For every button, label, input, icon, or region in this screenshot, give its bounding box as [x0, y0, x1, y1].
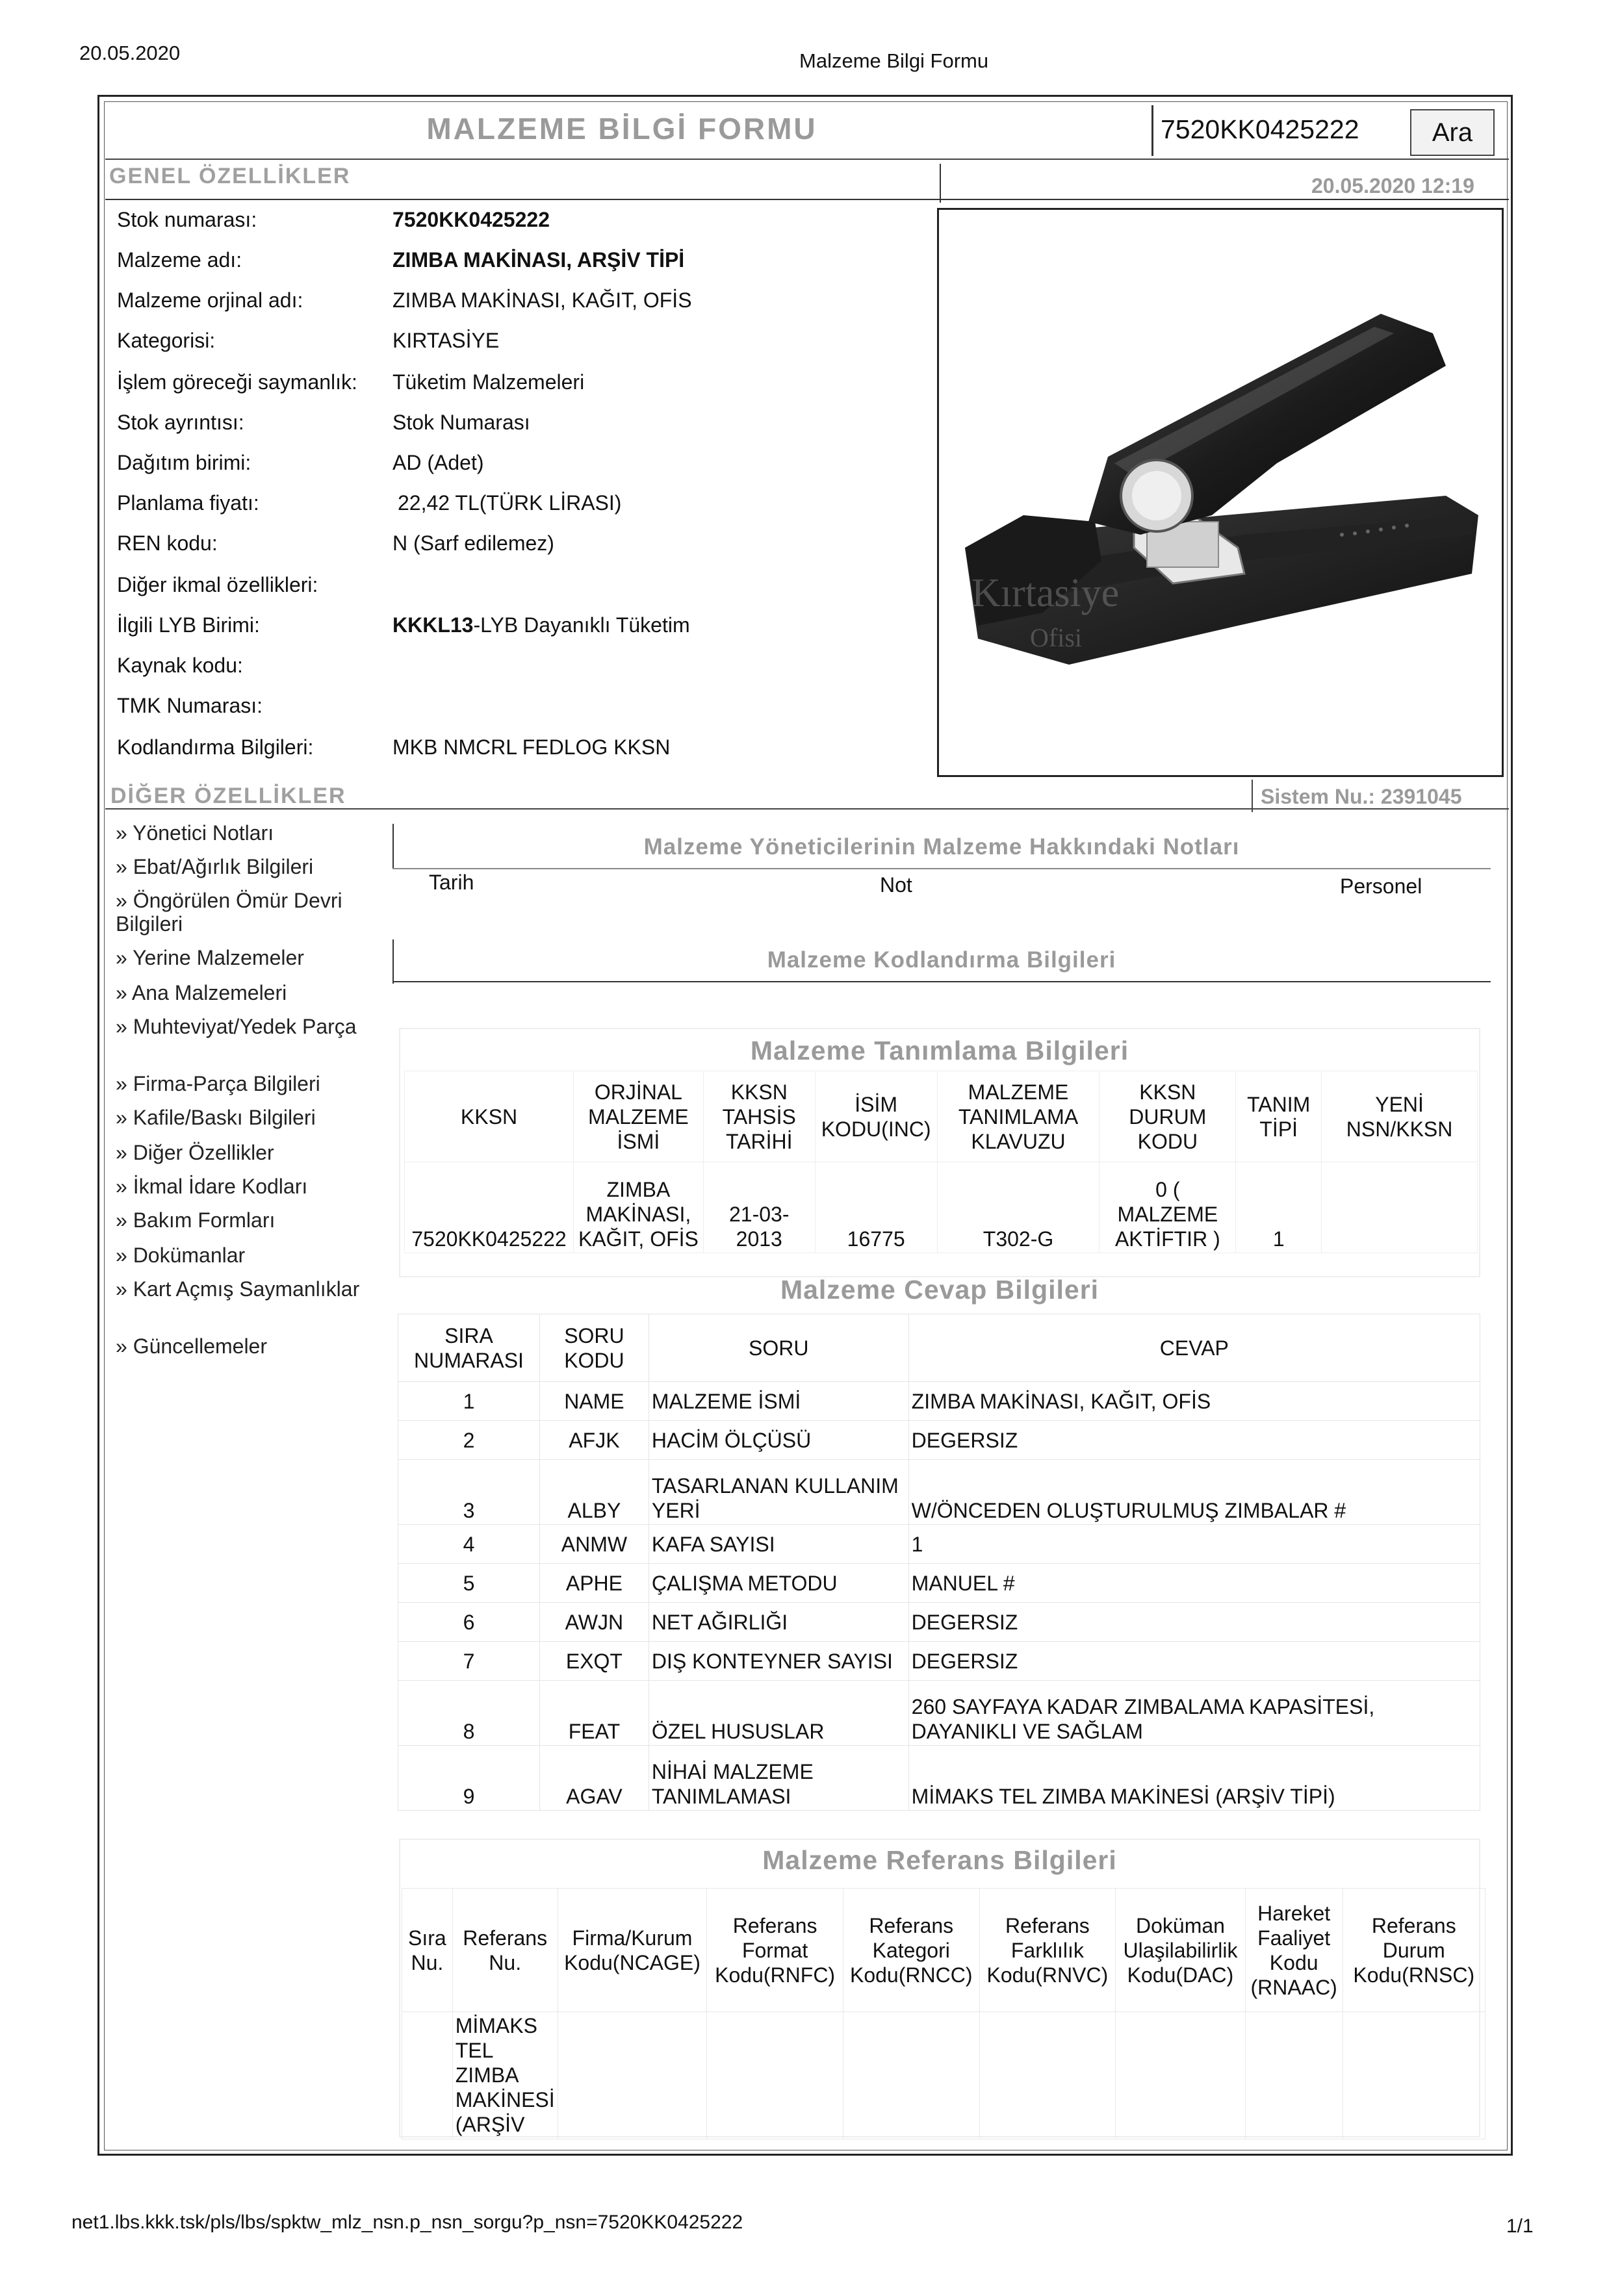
property-value: MKB NMCRL FEDLOG KKSN [392, 735, 671, 759]
heading-divider [940, 164, 941, 203]
property-label: Diğer ikmal özellikleri: [117, 573, 318, 596]
answers-cell: ZIMBA MAKİNASI, KAĞIT, OFİS [908, 1382, 1480, 1421]
identification-col-header: KKSN DURUM KODU [1099, 1071, 1236, 1162]
references-col-header: Doküman Ulaşilabilirlik Kodu(DAC) [1116, 1889, 1246, 2012]
answers-cell: DEGERSIZ [908, 1642, 1480, 1681]
property-label: Kodlandırma Bilgileri: [117, 735, 314, 759]
answers-cell: 5 [398, 1564, 540, 1603]
answers-col-header: SORU [649, 1314, 908, 1382]
property-value-text: -LYB Dayanıklı Tüketim [473, 613, 690, 637]
stock-number-input[interactable]: 7520KK0425222 [1161, 114, 1359, 144]
menu-item[interactable]: » Güncellemeler [116, 1334, 267, 1358]
menu-item[interactable]: » Bakım Formları [116, 1208, 276, 1232]
property-label: Kaynak kodu: [117, 654, 243, 677]
menu-item[interactable]: » Kafile/Baskı Bilgileri [116, 1106, 316, 1129]
identification-row [405, 1162, 1478, 1253]
answers-cell: APHE [539, 1564, 649, 1603]
menu-item[interactable]: » Kart Açmış Saymanlıklar [116, 1277, 360, 1301]
menu-item[interactable]: » Yönetici Notları [116, 821, 274, 845]
system-divider [1252, 780, 1253, 812]
references-heading: Malzeme Referans Bilgileri [762, 1845, 1117, 1875]
identification-cell: 0 ( MALZEME AKTİFTIR ) [1099, 1162, 1236, 1253]
title-divider [1151, 105, 1153, 156]
identification-col-header: KKSN TAHSİS TARİHİ [703, 1071, 815, 1162]
property-value: ZIMBA MAKİNASI, ARŞİV TİPİ [392, 248, 685, 272]
notes-col-date: Tarih [429, 871, 474, 894]
answers-col-header: SIRA NUMARASI [398, 1314, 540, 1382]
references-cell [558, 2012, 707, 2139]
print-date: 20.05.2020 [79, 42, 181, 64]
identification-cell [1322, 1162, 1478, 1253]
references-cell [1245, 2012, 1343, 2139]
identification-cell: T302-G [937, 1162, 1099, 1253]
stapler-illustration [939, 210, 1502, 775]
search-button[interactable]: Ara [1410, 109, 1495, 156]
references-cell [979, 2012, 1116, 2139]
references-col-header: Referans Farklılık Kodu(RNVC) [979, 1889, 1116, 2012]
property-value: 7520KK0425222 [392, 208, 550, 231]
answers-cell: HACİM ÖLÇÜSÜ [649, 1421, 908, 1460]
query-datetime: 20.05.2020 12:19 [1311, 174, 1474, 198]
property-label: Malzeme orjinal adı: [117, 288, 303, 312]
answers-cell: MANUEL # [908, 1564, 1480, 1603]
references-table [402, 1888, 1485, 2139]
answers-row [398, 1460, 1480, 1525]
answers-cell: 9 [398, 1746, 540, 1811]
answers-cell: W/ÖNCEDEN OLUŞTURULMUŞ ZIMBALAR # [908, 1460, 1480, 1525]
answers-cell: ÇALIŞMA METODU [649, 1564, 908, 1603]
print-title: Malzeme Bilgi Formu [799, 49, 989, 72]
answers-row [398, 1382, 1480, 1421]
menu-item[interactable]: » Ana Malzemeleri [116, 981, 287, 1004]
identification-col-header: YENİ NSN/KKSN [1322, 1071, 1478, 1162]
property-value: KIRTASİYE [392, 329, 500, 352]
answers-cell: NET AĞIRLIĞI [649, 1603, 908, 1642]
answers-cell: DEGERSIZ [908, 1421, 1480, 1460]
menu-item[interactable]: » Dokümanlar [116, 1244, 246, 1267]
identification-col-header: MALZEME TANIMLAMA KLAVUZU [937, 1071, 1099, 1162]
answers-row [398, 1603, 1480, 1642]
property-value: 22,42 TL(TÜRK LİRASI) [398, 491, 622, 515]
answers-cell: ANMW [539, 1525, 649, 1564]
answers-cell: 8 [398, 1681, 540, 1746]
coding-rule [392, 981, 1491, 982]
heading-underline [105, 199, 1509, 200]
property-label: Dağıtım birimi: [117, 451, 251, 474]
answers-cell: MALZEME İSMİ [649, 1382, 908, 1421]
references-col-header: Hareket Faaliyet Kodu (RNAAC) [1245, 1889, 1343, 2012]
property-label: Malzeme adı: [117, 248, 242, 272]
answers-cell: NAME [539, 1382, 649, 1421]
property-label: İşlem göreceği saymanlık: [117, 370, 357, 394]
watermark-text-1: Kırtasiye [971, 571, 1120, 615]
item-photo [937, 208, 1504, 777]
references-cell [843, 2012, 979, 2139]
identification-cell: 7520KK0425222 [405, 1162, 574, 1253]
answers-cell: FEAT [539, 1681, 649, 1746]
references-cell [1116, 2012, 1246, 2139]
references-col-header: Referans Durum Kodu(RNSC) [1343, 1889, 1485, 2012]
answers-col-header: CEVAP [908, 1314, 1480, 1382]
menu-item[interactable]: » Firma-Parça Bilgileri [116, 1072, 320, 1095]
page-url: net1.lbs.kkk.tsk/pls/lbs/spktw_mlz_nsn.p_nsn_sorgu?p_nsn=7520KK0425222 [71, 2212, 743, 2233]
general-section-heading: GENEL ÖZELLİKLER [109, 164, 351, 188]
identification-cell: 16775 [815, 1162, 937, 1253]
answers-cell: 260 SAYFAYA KADAR ZIMBALAMA KAPASİTESİ, DAYANIKLI VE SAĞLAM [908, 1681, 1480, 1746]
references-row [402, 2012, 1485, 2139]
answers-cell: MİMAKS TEL ZIMBA MAKİNESİ (ARŞİV TİPİ) [908, 1746, 1480, 1811]
property-value: Tüketim Malzemeleri [392, 370, 585, 394]
identification-col-header: ORJİNAL MALZEME İSMİ [573, 1071, 703, 1162]
answers-cell: 1 [398, 1382, 540, 1421]
notes-rule [392, 868, 1491, 869]
references-col-header: Referans Format Kodu(RNFC) [707, 1889, 843, 2012]
answers-row [398, 1564, 1480, 1603]
property-label: Planlama fiyatı: [117, 491, 259, 515]
answers-cell: 4 [398, 1525, 540, 1564]
references-cell [402, 2012, 453, 2139]
menu-item[interactable]: » Öngörülen Ömür Devri Bilgileri [116, 889, 342, 936]
references-col-header: Sıra Nu. [402, 1889, 453, 2012]
identification-col-header: İSİM KODU(INC) [815, 1071, 937, 1162]
answers-row [398, 1642, 1480, 1681]
answers-cell: 1 [908, 1525, 1480, 1564]
system-number: Sistem Nu.: 2391045 [1261, 785, 1462, 808]
notes-heading: Malzeme Yöneticilerinin Malzeme Hakkındaki Notları [643, 834, 1240, 860]
references-col-header: Referans Kategori Kodu(RNCC) [843, 1889, 979, 2012]
identification-col-header: KKSN [405, 1071, 574, 1162]
answers-cell: NİHAİ MALZEME TANIMLAMASI [649, 1746, 908, 1811]
identification-cell: 21-03-2013 [703, 1162, 815, 1253]
answers-cell: 2 [398, 1421, 540, 1460]
answers-cell: AGAV [539, 1746, 649, 1811]
answers-row [398, 1746, 1480, 1811]
menu-item[interactable]: » Diğer Özellikler [116, 1141, 274, 1164]
answers-cell: 6 [398, 1603, 540, 1642]
notes-col-person: Personel [1340, 874, 1422, 898]
references-col-header: Referans Nu. [452, 1889, 558, 2012]
watermark-text-2: Ofisi [1030, 623, 1082, 652]
answers-heading: Malzeme Cevap Bilgileri [780, 1275, 1099, 1305]
answers-cell: ALBY [539, 1460, 649, 1525]
answers-cell: 3 [398, 1460, 540, 1525]
menu-item[interactable]: » Ebat/Ağırlık Bilgileri [116, 855, 314, 878]
references-cell: MİMAKS TEL ZIMBA MAKİNESİ (ARŞİV [452, 2012, 558, 2139]
page-number: 1/1 [1506, 2215, 1534, 2237]
answers-cell: EXQT [539, 1642, 649, 1681]
answers-table [398, 1314, 1480, 1811]
identification-table [404, 1071, 1478, 1253]
property-label: TMK Numarası: [117, 694, 263, 717]
answers-cell: 7 [398, 1642, 540, 1681]
references-cell [1343, 2012, 1485, 2139]
answers-cell: TASARLANAN KULLANIM YERİ [649, 1460, 908, 1525]
property-value: N (Sarf edilemez) [392, 531, 554, 555]
property-value: ZIMBA MAKİNASI, KAĞIT, OFİS [392, 288, 692, 312]
other-section-underline [105, 808, 1509, 810]
property-value: AD (Adet) [392, 451, 484, 474]
answers-cell: ÖZEL HUSUSLAR [649, 1681, 908, 1746]
property-label: Kategorisi: [117, 329, 216, 352]
coding-heading: Malzeme Kodlandırma Bilgileri [767, 947, 1116, 973]
form-title: MALZEME BİLGİ FORMU [426, 112, 817, 146]
other-section-heading: DİĞER ÖZELLİKLER [110, 784, 346, 808]
answers-row [398, 1681, 1480, 1746]
answers-cell: DEGERSIZ [908, 1603, 1480, 1642]
property-value: Stok Numarası [392, 411, 530, 434]
notes-col-note: Not [880, 873, 912, 897]
property-label: REN kodu: [117, 531, 218, 555]
property-value-code: KKKL13 [392, 613, 474, 637]
property-label: İlgili LYB Birimi: [117, 613, 260, 637]
answers-cell: DIŞ KONTEYNER SAYISI [649, 1642, 908, 1681]
references-cell [707, 2012, 843, 2139]
answers-cell: AFJK [539, 1421, 649, 1460]
identification-cell: 1 [1236, 1162, 1322, 1253]
property-label: Stok numarası: [117, 208, 257, 231]
answers-cell: AWJN [539, 1603, 649, 1642]
identification-col-header: TANIM TİPİ [1236, 1071, 1322, 1162]
answers-col-header: SORU KODU [539, 1314, 649, 1382]
references-col-header: Firma/Kurum Kodu(NCAGE) [558, 1889, 707, 2012]
property-label: Stok ayrıntısı: [117, 411, 244, 434]
answers-row [398, 1525, 1480, 1564]
menu-item[interactable]: » Yerine Malzemeler [116, 946, 304, 969]
title-underline [105, 159, 1509, 160]
identification-cell: ZIMBA MAKİNASI, KAĞIT, OFİS [573, 1162, 703, 1253]
identification-heading: Malzeme Tanımlama Bilgileri [750, 1036, 1129, 1065]
menu-item[interactable]: » Muhteviyat/Yedek Parça [116, 1015, 357, 1038]
answers-cell: KAFA SAYISI [649, 1525, 908, 1564]
property-value [392, 613, 690, 637]
answers-row [398, 1421, 1480, 1460]
menu-item[interactable]: » İkmal İdare Kodları [116, 1175, 308, 1198]
